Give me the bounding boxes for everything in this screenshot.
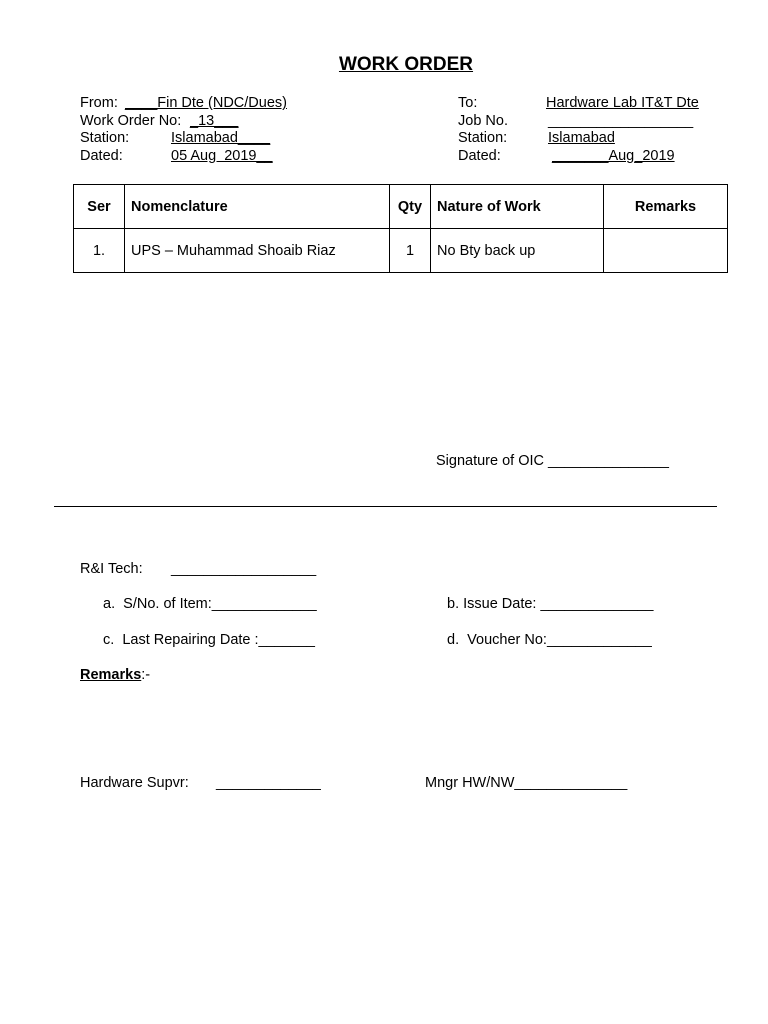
cell-nature-of-work: No Bty back up <box>431 229 604 273</box>
item-serial-no: a. S/No. of Item:_____________ <box>103 596 317 612</box>
remarks-label: Remarks <box>80 667 142 683</box>
work-order-label: Work Order No: <box>80 113 182 129</box>
item-last-repairing-date: c. Last Repairing Date :_______ <box>103 632 315 648</box>
item-voucher-no: d. Voucher No:_____________ <box>447 632 652 648</box>
hardware-supvr-label: Hardware Supvr: <box>80 775 189 791</box>
cell-qty: 1 <box>390 229 431 273</box>
remarks-heading <box>80 667 150 684</box>
table-header-row <box>74 185 728 229</box>
job-no-label: Job No. <box>458 113 508 129</box>
col-header-nomenclature: Nomenclature <box>125 185 390 229</box>
station-value-left: Islamabad____ <box>171 130 271 146</box>
cell-nomenclature: UPS – Muhammad Shoaib Riaz <box>125 229 390 273</box>
table-row <box>74 229 728 273</box>
ri-tech-label: R&I Tech: <box>80 561 143 577</box>
to-value: Hardware Lab IT&T Dte <box>546 95 699 111</box>
document-title: WORK ORDER <box>338 54 474 75</box>
dated-label-right: Dated: <box>458 148 501 164</box>
hardware-supvr-blank: _____________ <box>216 775 321 791</box>
from-label: From: <box>80 95 118 111</box>
work-order-table <box>73 184 728 273</box>
station-value-right: Islamabad <box>548 130 615 146</box>
item-issue-date: b. Issue Date: ______________ <box>447 596 654 612</box>
col-header-remarks: Remarks <box>604 185 728 229</box>
work-order-value: _13___ <box>190 113 239 129</box>
ri-tech-blank: __________________ <box>171 561 317 577</box>
dated-value-left: 05 Aug 2019__ <box>171 148 273 164</box>
from-value: ____Fin Dte (NDC/Dues) <box>125 95 287 111</box>
dated-value-right: _______Aug_2019 <box>552 148 675 164</box>
signature-oic: Signature of OIC _______________ <box>436 453 669 469</box>
remarks-suffix: :- <box>141 667 151 683</box>
cell-remarks <box>604 229 728 273</box>
col-header-qty: Qty <box>390 185 431 229</box>
station-label-right: Station: <box>458 130 508 146</box>
manager-hw-nw: Mngr HW/NW______________ <box>425 775 628 791</box>
station-label-left: Station: <box>80 130 130 146</box>
section-divider <box>54 506 717 507</box>
cell-ser: 1. <box>74 229 125 273</box>
dated-label-left: Dated: <box>80 148 123 164</box>
col-header-nature-of-work: Nature of Work <box>431 185 604 229</box>
to-label: To: <box>458 95 478 111</box>
job-no-value: __________________ <box>548 113 694 129</box>
col-header-ser: Ser <box>74 185 125 229</box>
